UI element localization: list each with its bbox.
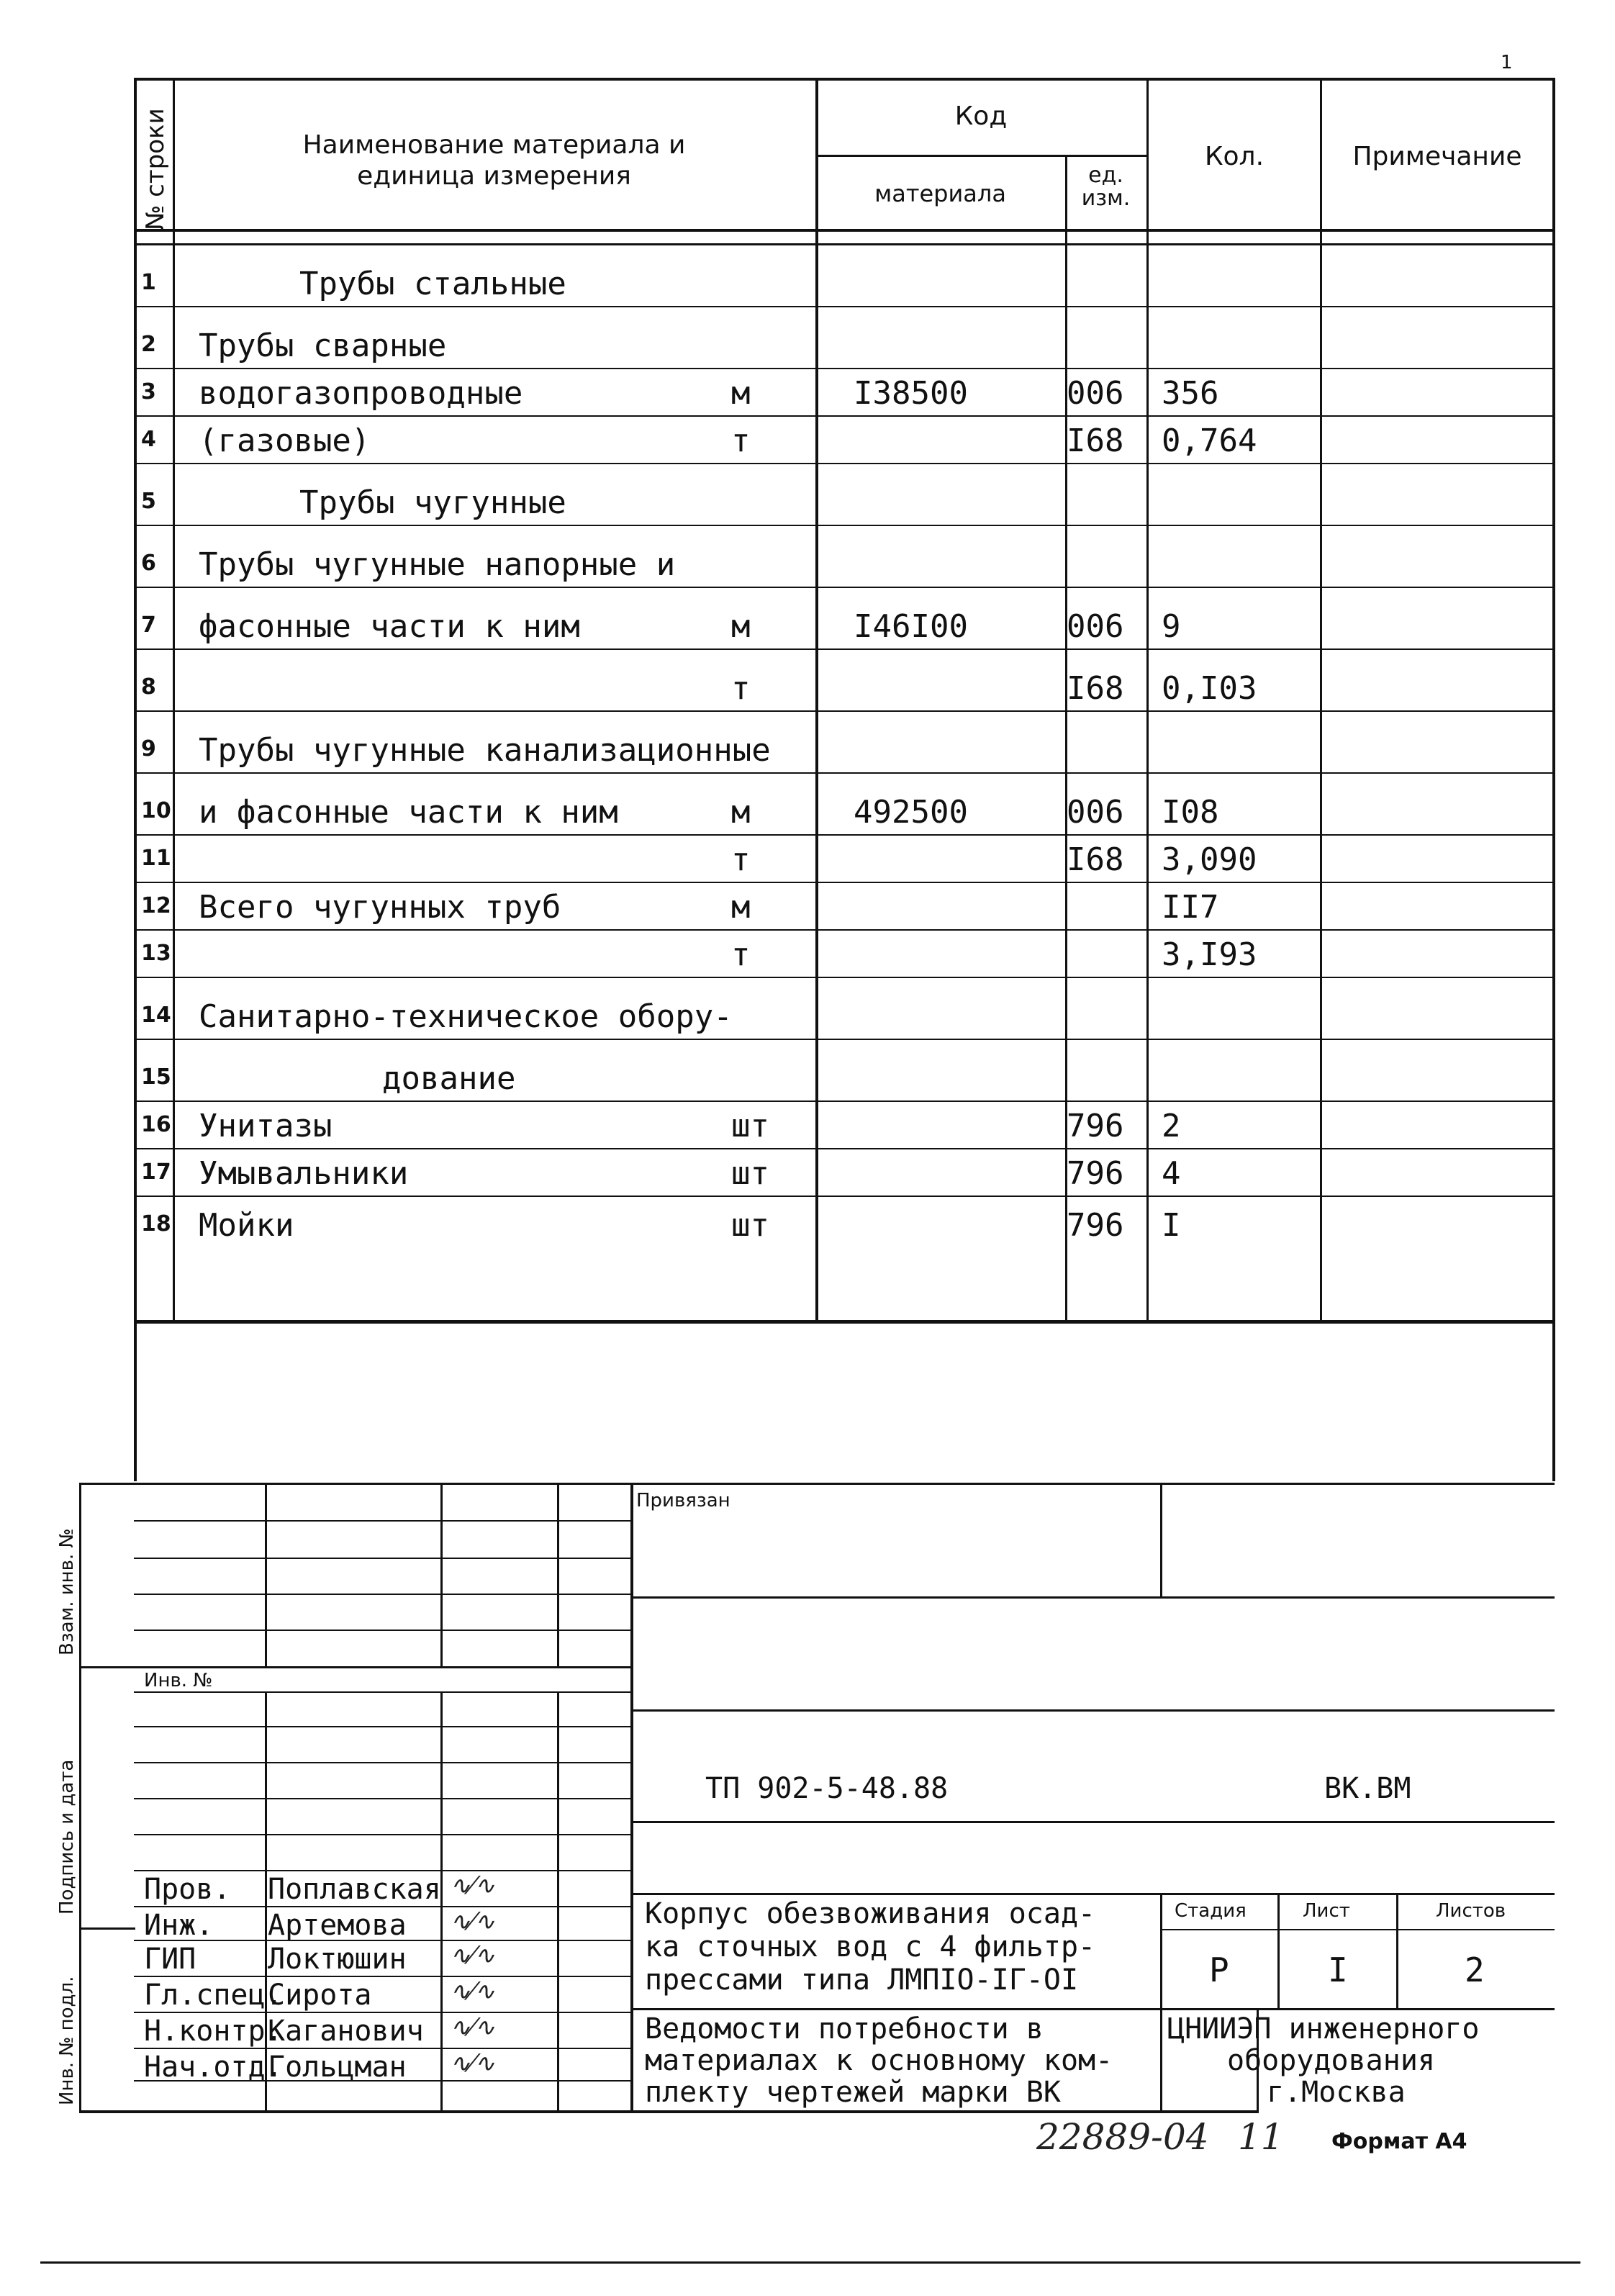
row-number: 17 [141, 1160, 171, 1185]
quantity: II7 [1162, 889, 1219, 926]
subtitle-line-2: материалах к основному ком- [645, 2044, 1113, 2077]
unit-of-measure: т [731, 936, 751, 973]
row-number: 6 [141, 551, 156, 576]
role-label: Нач.отд. [144, 2051, 283, 2084]
signature: ∿⁄∿ [450, 1977, 495, 2006]
unit-of-measure: м [731, 608, 751, 645]
archive-sheet-mark: 11 [1238, 2116, 1284, 2158]
page-mark: 1 [1501, 52, 1513, 73]
table-row [134, 1149, 1555, 1197]
table-row [134, 1102, 1555, 1149]
sheet-label: Лист [1303, 1900, 1350, 1922]
unit-code: 006 [1067, 375, 1124, 412]
quantity: 356 [1162, 375, 1219, 412]
side-label-vzam: Взам. инв. № [56, 1528, 78, 1655]
subtitle-line-3: плекту чертежей марки ВК [645, 2076, 1061, 2109]
material-name: Умывальники [199, 1155, 409, 1192]
person-name: Поплавская [268, 1873, 441, 1906]
role-label: ГИП [144, 1943, 196, 1976]
table-row [134, 588, 1555, 650]
quantity: 0,764 [1162, 422, 1257, 459]
title-line-1: Корпус обезвоживания осад- [645, 1897, 1096, 1930]
material-name: Трубы стальные [299, 266, 566, 302]
quantity: I08 [1162, 794, 1219, 831]
quantity: 0,I03 [1162, 670, 1257, 707]
signature: ∿⁄∿ [450, 1871, 495, 1900]
material-name: Всего чугунных труб [199, 889, 561, 926]
org-line-1: ЦНИИЭП инженерного [1167, 2012, 1480, 2046]
person-name: Гольцман [268, 2051, 407, 2084]
sheets-label: Листов [1436, 1900, 1506, 1922]
role-label: Гл.спец. [144, 1979, 283, 2012]
person-name: Артемова [268, 1909, 407, 1942]
quantity: 9 [1162, 608, 1181, 645]
privyazan-label: Привязан [636, 1490, 730, 1511]
unit-code: 796 [1067, 1207, 1124, 1244]
table-row [134, 417, 1555, 464]
person-name: Локтюшин [268, 1943, 407, 1976]
table-row [134, 369, 1555, 417]
org-line-3: г.Москва [1267, 2076, 1406, 2109]
unit-code: 796 [1067, 1108, 1124, 1144]
row-number: 15 [141, 1065, 171, 1090]
format-label: Формат А4 [1331, 2129, 1467, 2154]
person-name: Каганович [268, 2015, 424, 2048]
org-line-2: оборудования [1227, 2044, 1435, 2077]
title-line-2: ка сточных вод с 4 фильтр- [645, 1930, 1096, 1963]
role-label: Пров. [144, 1873, 231, 1906]
material-name: дование [382, 1060, 516, 1097]
unit-of-measure: шт [731, 1207, 769, 1244]
unit-code: I68 [1067, 841, 1124, 878]
material-code: I38500 [854, 375, 968, 412]
material-name: (газовые) [199, 422, 371, 459]
row-number: 4 [141, 427, 156, 452]
quantity: 2 [1162, 1108, 1181, 1144]
row-number: 14 [141, 1003, 171, 1028]
material-name: Санитарно-техническое обору- [199, 998, 733, 1035]
stage-value: Р [1209, 1951, 1229, 1989]
quantity: 3,I93 [1162, 936, 1257, 973]
archive-number: 22889-04 [1036, 2116, 1209, 2158]
row-number: 3 [141, 379, 156, 404]
row-number: 18 [141, 1211, 171, 1237]
row-number: 10 [141, 798, 171, 823]
unit-code: I68 [1067, 670, 1124, 707]
subtitle-line-1: Ведомости потребности в [645, 2012, 1044, 2046]
title-line-3: прессами типа ЛМПIO-IГ-OI [645, 1963, 1079, 1997]
signature: ∿⁄∿ [450, 1941, 495, 1970]
row-number: 2 [141, 332, 156, 357]
material-name: фасонные части к ним [199, 608, 580, 645]
unit-of-measure: т [731, 422, 751, 459]
role-label: Инж. [144, 1909, 214, 1942]
unit-of-measure: м [731, 889, 751, 926]
material-name: Мойки [199, 1207, 294, 1244]
row-number: 5 [141, 489, 156, 514]
role-label: Н.контр. [144, 2015, 283, 2048]
row-number-header: № строки [141, 108, 170, 230]
table-row [134, 883, 1555, 931]
inv-number-label: Инв. № [144, 1670, 213, 1691]
table-row [134, 245, 1555, 307]
table-row [134, 464, 1555, 526]
document-mark: ВК.ВМ [1324, 1772, 1411, 1805]
unit-code-header: ед. изм. [1081, 163, 1131, 211]
unit-of-measure: м [731, 794, 751, 831]
signature: ∿⁄∿ [450, 2013, 495, 2042]
signature: ∿⁄∿ [450, 2049, 495, 2078]
material-code: I46I00 [854, 608, 968, 645]
unit-code: 796 [1067, 1155, 1124, 1192]
code-header: Код [954, 101, 1008, 131]
table-row [134, 1197, 1555, 1249]
bottom-rule [40, 2261, 1580, 2264]
sheets-value: 2 [1465, 1951, 1485, 1989]
table-row [134, 836, 1555, 883]
material-code-header: материала [874, 180, 1006, 207]
row-number: 13 [141, 941, 171, 966]
quantity: I [1162, 1207, 1181, 1244]
unit-of-measure: шт [731, 1155, 769, 1192]
table-row [134, 307, 1555, 369]
unit-code: I68 [1067, 422, 1124, 459]
material-name: и фасонные части к ним [199, 794, 618, 831]
table-row [134, 1040, 1555, 1102]
material-name: водогазопроводные [199, 375, 523, 412]
table-row [134, 774, 1555, 836]
row-number: 9 [141, 736, 156, 761]
document-code: ТП 902-5-48.88 [705, 1772, 949, 1805]
unit-code: 006 [1067, 608, 1124, 645]
stage-label: Стадия [1175, 1900, 1247, 1922]
table-row [134, 650, 1555, 712]
signature: ∿⁄∿ [450, 1907, 495, 1936]
table-row [134, 712, 1555, 774]
unit-of-measure: т [731, 670, 751, 707]
row-number: 11 [141, 846, 171, 871]
row-number: 7 [141, 613, 156, 638]
material-name: Трубы сварные [199, 327, 447, 364]
table-row [134, 526, 1555, 588]
material-name: Трубы чугунные [299, 484, 566, 521]
qty-header: Кол. [1204, 142, 1265, 171]
row-number: 1 [141, 270, 156, 295]
material-name: Унитазы [199, 1108, 332, 1144]
side-label-podpis: Подпись и дата [56, 1759, 78, 1915]
note-header: Примечание [1352, 142, 1522, 171]
name-header: Наименование материала и единица измерения [302, 130, 686, 191]
quantity: 3,090 [1162, 841, 1257, 878]
material-code: 492500 [854, 794, 968, 831]
unit-code: 006 [1067, 794, 1124, 831]
row-number: 8 [141, 674, 156, 700]
material-name: Трубы чугунные канализационные [199, 732, 771, 769]
quantity: 4 [1162, 1155, 1181, 1192]
table-row [134, 931, 1555, 978]
row-number: 12 [141, 893, 171, 918]
unit-of-measure: шт [731, 1108, 769, 1144]
sheet-value: I [1328, 1951, 1348, 1989]
unit-of-measure: т [731, 841, 751, 878]
unit-of-measure: м [731, 375, 751, 412]
table-row [134, 978, 1555, 1040]
row-number: 16 [141, 1112, 171, 1137]
side-label-inv-podl: Инв. № подл. [56, 1976, 78, 2105]
material-name: Трубы чугунные напорные и [199, 546, 676, 583]
person-name: Сирота [268, 1979, 372, 2012]
